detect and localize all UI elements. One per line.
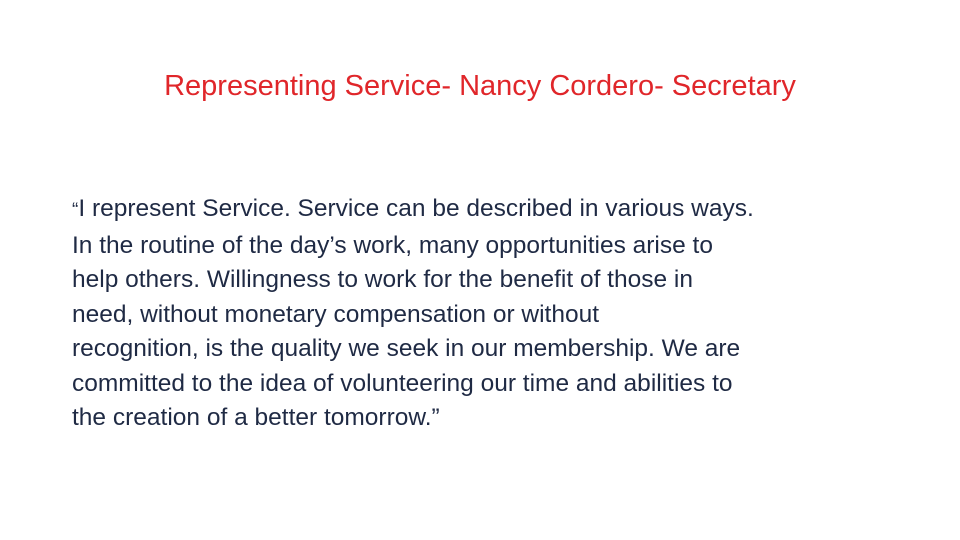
quote-line: help others. Willingness to work for the benefit of those in [72,266,693,293]
open-quote-mark: “ [72,200,79,221]
quote-line: In the routine of the day’s work, many opportunities arise to [72,231,713,259]
quote-line [72,192,902,229]
quote-text [72,192,902,436]
quote-line: need, without monetary compensation or without [72,300,600,328]
quote-line: committed to the idea of volunteering our time and abilities to [72,369,733,397]
quote-line-text: I represent Service. Service can be described in various ways. [78,195,754,222]
slide-title: Representing Service- Nancy Cordero- Secretary [164,70,796,102]
quote-line: recognition, is the quality we seek in our membership. We are [72,335,741,362]
quote-line: the creation of a better tomorrow.” [72,404,440,431]
